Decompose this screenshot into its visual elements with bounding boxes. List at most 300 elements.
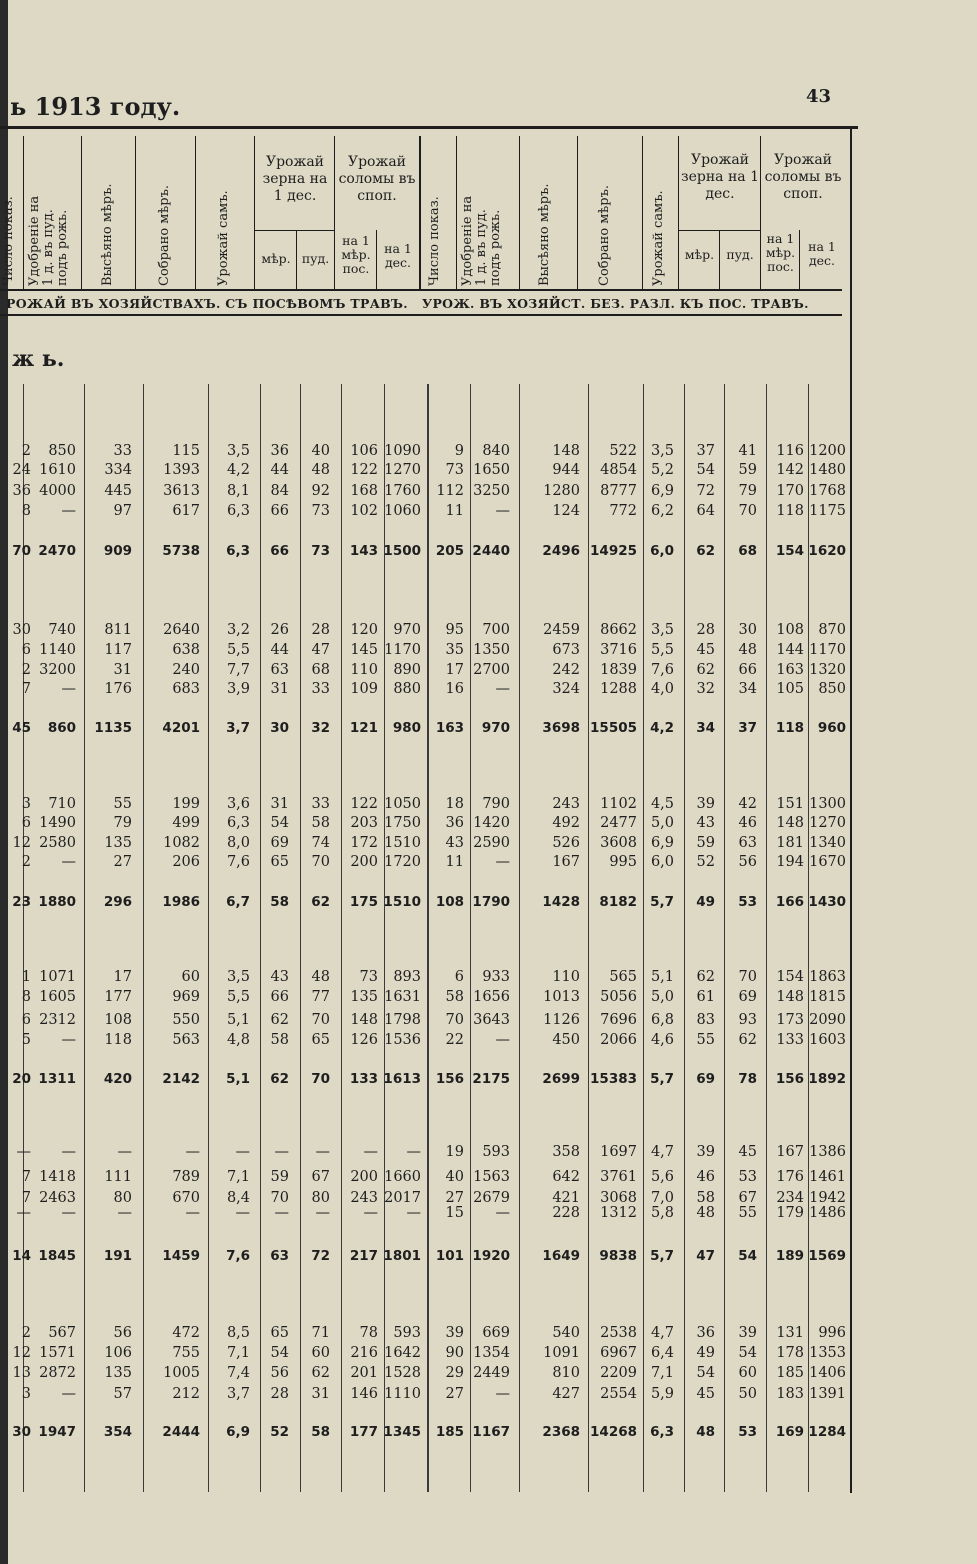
table-cell: 67 xyxy=(738,1190,757,1206)
table-cell: 1050 xyxy=(384,796,421,812)
table-cell: 58 xyxy=(311,1424,330,1440)
section-subtitle: ж ь. xyxy=(12,346,65,372)
table-cell: 71 xyxy=(311,1325,330,1341)
table-cell: 217 xyxy=(349,1248,378,1264)
table-cell: 102 xyxy=(350,503,378,519)
table-cell: 56 xyxy=(270,1365,289,1381)
table-cell: 526 xyxy=(552,835,580,851)
table-cell: 167 xyxy=(776,1144,804,1160)
table-cell: 8777 xyxy=(600,483,637,499)
table-cell: 26 xyxy=(270,622,289,638)
table-cell: 2368 xyxy=(542,1424,580,1440)
table-cell: 58 xyxy=(270,1032,289,1048)
table-cell: 32 xyxy=(311,720,330,736)
table-cell: 1353 xyxy=(809,1345,846,1361)
table-cell: 5,1 xyxy=(650,969,674,985)
table-cell: — xyxy=(495,1205,510,1221)
table-cell: 97 xyxy=(113,503,132,519)
table-cell: 43 xyxy=(696,815,715,831)
table-cell: 14268 xyxy=(590,1424,637,1440)
table-cell: 173 xyxy=(776,1012,804,1028)
table-cell: 112 xyxy=(436,483,464,499)
table-row xyxy=(0,1030,977,1050)
header-vline xyxy=(456,136,457,289)
table-cell: 70 xyxy=(270,1190,289,1206)
table-cell: 62 xyxy=(738,1032,757,1048)
table-cell: 960 xyxy=(817,720,846,736)
table-row xyxy=(0,501,977,521)
table-cell: 5,8 xyxy=(650,1205,674,1221)
table-cell: 143 xyxy=(349,543,378,559)
table-cell: 1320 xyxy=(809,662,846,678)
table-cell: 95 xyxy=(445,622,464,638)
table-cell: 62 xyxy=(270,1012,289,1028)
table-cell: 755 xyxy=(172,1345,200,1361)
table-cell: 1620 xyxy=(808,543,846,559)
table-cell: 31 xyxy=(270,681,289,697)
table-cell: 45 xyxy=(738,1144,757,1160)
table-cell: 118 xyxy=(104,1032,132,1048)
table-cell: 1563 xyxy=(473,1169,510,1185)
table-cell: 2175 xyxy=(472,1071,510,1087)
table-cell: 44 xyxy=(270,642,289,658)
table-row xyxy=(0,1323,977,1343)
table-cell: 6,9 xyxy=(650,483,674,499)
table-cell: 48 xyxy=(696,1424,715,1440)
table-cell: 1393 xyxy=(163,462,200,478)
table-cell: 12 xyxy=(12,1345,31,1361)
table-cell: 2444 xyxy=(162,1424,200,1440)
table-cell: 8182 xyxy=(599,894,637,910)
table-cell: 565 xyxy=(609,969,637,985)
table-cell: 206 xyxy=(172,854,200,870)
table-cell: 563 xyxy=(172,1032,200,1048)
table-cell: 2477 xyxy=(600,815,637,831)
table-cell: 64 xyxy=(696,503,715,519)
table-cell: 17 xyxy=(113,969,132,985)
table-cell: 68 xyxy=(738,543,757,559)
table-cell: 2699 xyxy=(542,1071,580,1087)
table-cell: 74 xyxy=(311,835,330,851)
table-cell: 1091 xyxy=(543,1345,580,1361)
table-cell: 4,2 xyxy=(226,462,250,478)
table-cell: 2142 xyxy=(162,1071,200,1087)
table-cell: 2066 xyxy=(600,1032,637,1048)
table-cell: 105 xyxy=(776,681,804,697)
table-cell: 24 xyxy=(12,462,31,478)
table-cell: 80 xyxy=(113,1190,132,1206)
table-cell: 1300 xyxy=(809,796,846,812)
table-cell: — xyxy=(117,1205,132,1221)
table-cell: 811 xyxy=(104,622,132,638)
table-cell: 28 xyxy=(270,1386,289,1402)
table-cell: 110 xyxy=(552,969,580,985)
table-cell: 1386 xyxy=(809,1144,846,1160)
table-cell: 7 xyxy=(21,1190,31,1206)
total-row xyxy=(0,1069,977,1089)
table-cell: 108 xyxy=(435,894,464,910)
header-vline xyxy=(81,136,82,289)
table-cell: 670 xyxy=(172,1190,200,1206)
table-cell: 1311 xyxy=(38,1071,76,1087)
table-cell: 8,5 xyxy=(226,1325,250,1341)
table-cell: 7,7 xyxy=(226,662,250,678)
table-cell: 148 xyxy=(350,1012,378,1028)
table-row xyxy=(0,640,977,660)
table-cell: 116 xyxy=(776,443,804,459)
table-cell: 1480 xyxy=(809,462,846,478)
table-cell: 1270 xyxy=(384,462,421,478)
table-cell: 969 xyxy=(172,989,200,1005)
header-vline xyxy=(642,136,643,289)
table-cell: 6,8 xyxy=(650,1012,674,1028)
table-cell: 111 xyxy=(104,1169,132,1185)
table-cell: 108 xyxy=(104,1012,132,1028)
table-cell: 37 xyxy=(696,443,715,459)
table-cell: 1428 xyxy=(542,894,580,910)
table-cell: 1170 xyxy=(384,642,421,658)
table-row xyxy=(0,794,977,814)
table-cell: 1510 xyxy=(384,835,421,851)
left-grain-subrule xyxy=(254,230,334,231)
table-cell: 48 xyxy=(311,462,330,478)
table-cell: 2449 xyxy=(473,1365,510,1381)
table-cell: 54 xyxy=(696,462,715,478)
header-left-count: Число показ. xyxy=(1,196,16,286)
table-cell: 996 xyxy=(818,1325,846,1341)
table-cell: 2679 xyxy=(473,1190,510,1206)
table-cell: 31 xyxy=(311,1386,330,1402)
table-cell: 52 xyxy=(696,854,715,870)
table-cell: 445 xyxy=(104,483,132,499)
table-cell: 933 xyxy=(482,969,510,985)
table-cell: — xyxy=(495,681,510,697)
table-cell: 5,0 xyxy=(650,815,674,831)
table-cell: 54 xyxy=(738,1248,757,1264)
table-cell: 166 xyxy=(775,894,804,910)
table-cell: 36 xyxy=(270,443,289,459)
table-cell: 1942 xyxy=(809,1190,846,1206)
table-cell: 870 xyxy=(818,622,846,638)
table-cell: 6,9 xyxy=(226,1424,250,1440)
total-row xyxy=(0,1422,977,1442)
table-cell: 52 xyxy=(270,1424,289,1440)
table-cell: 3,5 xyxy=(650,443,674,459)
table-cell: 772 xyxy=(609,503,637,519)
table-cell: 83 xyxy=(696,1012,715,1028)
table-cell: 1391 xyxy=(809,1386,846,1402)
header-vline xyxy=(760,136,761,289)
table-cell: 3068 xyxy=(600,1190,637,1206)
table-cell: 216 xyxy=(350,1345,378,1361)
table-cell: 1670 xyxy=(809,854,846,870)
table-cell: 6,3 xyxy=(226,815,250,831)
table-cell: 7,0 xyxy=(650,1190,674,1206)
table-cell: 890 xyxy=(393,662,421,678)
table-cell: 31 xyxy=(113,662,132,678)
table-cell: 12 xyxy=(12,835,31,851)
table-cell: 3,7 xyxy=(226,720,250,736)
table-cell: 33 xyxy=(113,443,132,459)
table-cell: 53 xyxy=(738,894,757,910)
table-cell: 106 xyxy=(350,443,378,459)
table-cell: 1406 xyxy=(809,1365,846,1381)
table-cell: 1270 xyxy=(809,815,846,831)
table-cell: 243 xyxy=(552,796,580,812)
table-cell: 2017 xyxy=(384,1190,421,1206)
table-cell: 55 xyxy=(113,796,132,812)
table-cell: 1005 xyxy=(163,1365,200,1381)
header-right-grain-mer: мѣр. xyxy=(684,247,715,262)
table-cell: 56 xyxy=(113,1325,132,1341)
table-cell: 2 xyxy=(21,443,31,459)
table-cell: 3,6 xyxy=(226,796,250,812)
table-cell: 567 xyxy=(48,1325,76,1341)
table-cell: 740 xyxy=(48,622,76,638)
table-cell: 170 xyxy=(776,483,804,499)
table-cell: 36 xyxy=(696,1325,715,1341)
table-cell: 1986 xyxy=(162,894,200,910)
table-cell: 8,4 xyxy=(226,1190,250,1206)
table-cell: 4000 xyxy=(39,483,76,499)
table-cell: 156 xyxy=(775,1071,804,1087)
table-cell: 27 xyxy=(445,1386,464,1402)
table-row xyxy=(0,1363,977,1383)
table-cell: 30 xyxy=(12,1424,31,1440)
table-row xyxy=(0,1384,977,1404)
table-cell: 1642 xyxy=(384,1345,421,1361)
table-cell: 8 xyxy=(21,503,31,519)
table-cell: 133 xyxy=(349,1071,378,1087)
table-cell: 1510 xyxy=(383,894,421,910)
table-cell: 34 xyxy=(696,720,715,736)
table-cell: 66 xyxy=(270,543,289,559)
band-bottom-rule xyxy=(0,314,842,316)
table-cell: 8,0 xyxy=(226,835,250,851)
table-cell: 6 xyxy=(21,815,31,831)
table-cell: 3,5 xyxy=(226,443,250,459)
table-cell: 1528 xyxy=(384,1365,421,1381)
table-cell: 53 xyxy=(738,1424,757,1440)
table-row xyxy=(0,1167,977,1187)
table-cell: 5,5 xyxy=(650,642,674,658)
table-cell: 55 xyxy=(738,1205,757,1221)
header-right-fertilizer: Удобреніе на 1 д. въ пуд. подъ рожь. xyxy=(460,195,503,286)
table-cell: 243 xyxy=(350,1190,378,1206)
table-cell: 110 xyxy=(350,662,378,678)
table-cell: 108 xyxy=(776,622,804,638)
table-cell: 117 xyxy=(104,642,132,658)
table-cell: 6,0 xyxy=(650,543,674,559)
table-cell: 17 xyxy=(445,662,464,678)
table-cell: 1490 xyxy=(39,815,76,831)
table-cell: 70 xyxy=(311,854,330,870)
table-cell: 39 xyxy=(696,796,715,812)
table-cell: 2209 xyxy=(600,1365,637,1381)
table-cell: 550 xyxy=(172,1012,200,1028)
table-cell: 175 xyxy=(349,894,378,910)
table-cell: 1071 xyxy=(39,969,76,985)
table-cell: 9 xyxy=(454,443,464,459)
table-cell: 61 xyxy=(696,989,715,1005)
table-cell: — xyxy=(235,1205,250,1221)
table-cell: 6,7 xyxy=(226,894,250,910)
table-cell: 2590 xyxy=(473,835,510,851)
table-cell: — xyxy=(406,1205,421,1221)
table-cell: 62 xyxy=(696,662,715,678)
table-cell: 296 xyxy=(103,894,132,910)
table-cell: 1500 xyxy=(383,543,421,559)
table-cell: 3613 xyxy=(163,483,200,499)
table-cell: 199 xyxy=(172,796,200,812)
table-cell: 240 xyxy=(172,662,200,678)
table-cell: 4854 xyxy=(600,462,637,478)
table-cell: 700 xyxy=(482,622,510,638)
table-cell: 3250 xyxy=(473,483,510,499)
table-cell: 70 xyxy=(12,543,31,559)
table-cell: 420 xyxy=(103,1071,132,1087)
table-cell: 39 xyxy=(738,1325,757,1341)
table-cell: 63 xyxy=(270,662,289,678)
header-bottom-rule xyxy=(0,289,842,291)
table-cell: 45 xyxy=(12,720,31,736)
table-cell: 43 xyxy=(445,835,464,851)
table-cell: 18 xyxy=(445,796,464,812)
table-cell: 60 xyxy=(311,1345,330,1361)
table-cell: 1801 xyxy=(383,1248,421,1264)
table-cell: 40 xyxy=(311,443,330,459)
table-cell: 15383 xyxy=(590,1071,637,1087)
table-cell: — xyxy=(185,1205,200,1221)
table-cell: 1420 xyxy=(473,815,510,831)
table-cell: 60 xyxy=(181,969,200,985)
table-cell: 2 xyxy=(21,854,31,870)
header-vline xyxy=(135,136,136,289)
table-cell: 32 xyxy=(696,681,715,697)
table-cell: 2 xyxy=(21,1325,31,1341)
table-cell: 2700 xyxy=(473,662,510,678)
table-cell: 6,3 xyxy=(226,543,250,559)
table-cell: 1610 xyxy=(39,462,76,478)
table-cell: 60 xyxy=(738,1365,757,1381)
table-cell: 63 xyxy=(738,835,757,851)
table-cell: 710 xyxy=(48,796,76,812)
table-cell: 1839 xyxy=(600,662,637,678)
total-row xyxy=(0,1246,977,1266)
header-left-fertilizer: Удобреніе на 1 д. въ пуд. подъ рожь. xyxy=(27,195,70,286)
table-cell: 203 xyxy=(350,815,378,831)
header-left-grain-pud: пуд. xyxy=(301,251,330,266)
table-cell: 212 xyxy=(172,1386,200,1402)
table-cell: 7,6 xyxy=(226,854,250,870)
header-left-sown: Высѣяно мѣръ. xyxy=(100,183,115,286)
table-cell: 15 xyxy=(445,1205,464,1221)
table-cell: — xyxy=(117,1144,132,1160)
table-cell: 109 xyxy=(350,681,378,697)
header-right-yield: Урожай самъ. xyxy=(651,190,666,286)
table-cell: 167 xyxy=(552,854,580,870)
table-cell: 593 xyxy=(393,1325,421,1341)
table-cell: 178 xyxy=(776,1345,804,1361)
header-vline xyxy=(519,136,520,289)
table-cell: 122 xyxy=(350,462,378,478)
table-cell: 593 xyxy=(482,1144,510,1160)
table-cell: 2090 xyxy=(809,1012,846,1028)
table-cell: 7,6 xyxy=(650,662,674,678)
table-cell: 2640 xyxy=(163,622,200,638)
table-cell: 118 xyxy=(775,720,804,736)
header-left-yield: Урожай самъ. xyxy=(216,190,231,286)
table-cell: 28 xyxy=(696,622,715,638)
table-cell: 1175 xyxy=(809,503,846,519)
table-cell: 30 xyxy=(12,622,31,638)
table-row xyxy=(0,833,977,853)
table-cell: 6,4 xyxy=(650,1345,674,1361)
table-cell: 29 xyxy=(445,1365,464,1381)
table-cell: 58 xyxy=(696,1190,715,1206)
table-cell: 135 xyxy=(104,835,132,851)
table-cell: 242 xyxy=(552,662,580,678)
table-cell: 2872 xyxy=(39,1365,76,1381)
header-vline xyxy=(419,136,421,289)
table-cell: 1280 xyxy=(543,483,580,499)
table-cell: 8,1 xyxy=(226,483,250,499)
table-cell: 2470 xyxy=(38,543,76,559)
table-cell: 191 xyxy=(103,1248,132,1264)
table-cell: 36 xyxy=(445,815,464,831)
header-left-straw-group: Урожай соломы въ споп. xyxy=(338,154,416,204)
table-cell: 176 xyxy=(104,681,132,697)
header-vline xyxy=(334,136,335,289)
table-cell: 36 xyxy=(12,483,31,499)
table-cell: 6,3 xyxy=(226,503,250,519)
table-cell: 185 xyxy=(776,1365,804,1381)
table-cell: 1312 xyxy=(600,1205,637,1221)
table-cell: 79 xyxy=(113,815,132,831)
page-number: 43 xyxy=(806,86,832,107)
table-cell: 450 xyxy=(552,1032,580,1048)
table-cell: 3,9 xyxy=(226,681,250,697)
table-cell: 16 xyxy=(445,681,464,697)
table-cell: — xyxy=(274,1205,289,1221)
header-vline xyxy=(254,136,255,289)
table-cell: 1656 xyxy=(473,989,510,1005)
table-cell: 69 xyxy=(270,835,289,851)
table-cell: 56 xyxy=(738,854,757,870)
header-left-straw-mer: на 1 мѣр. пос. xyxy=(341,233,371,276)
table-cell: 177 xyxy=(349,1424,378,1440)
table-cell: 1892 xyxy=(808,1071,846,1087)
table-cell: 133 xyxy=(776,1032,804,1048)
table-cell: 5,6 xyxy=(650,1169,674,1185)
table-cell: 50 xyxy=(738,1386,757,1402)
table-cell: 5,1 xyxy=(226,1071,250,1087)
table-cell: 47 xyxy=(311,642,330,658)
table-cell: 4,0 xyxy=(650,681,674,697)
table-cell: 177 xyxy=(104,989,132,1005)
table-cell: 62 xyxy=(311,1365,330,1381)
table-cell: 40 xyxy=(445,1169,464,1185)
table-cell: 142 xyxy=(776,462,804,478)
table-row xyxy=(0,660,977,680)
table-cell: 2463 xyxy=(39,1190,76,1206)
table-cell: — xyxy=(495,1032,510,1048)
table-cell: — xyxy=(315,1144,330,1160)
table-cell: 49 xyxy=(696,894,715,910)
table-cell: 22 xyxy=(445,1032,464,1048)
table-cell: 181 xyxy=(776,835,804,851)
table-cell: 3608 xyxy=(600,835,637,851)
